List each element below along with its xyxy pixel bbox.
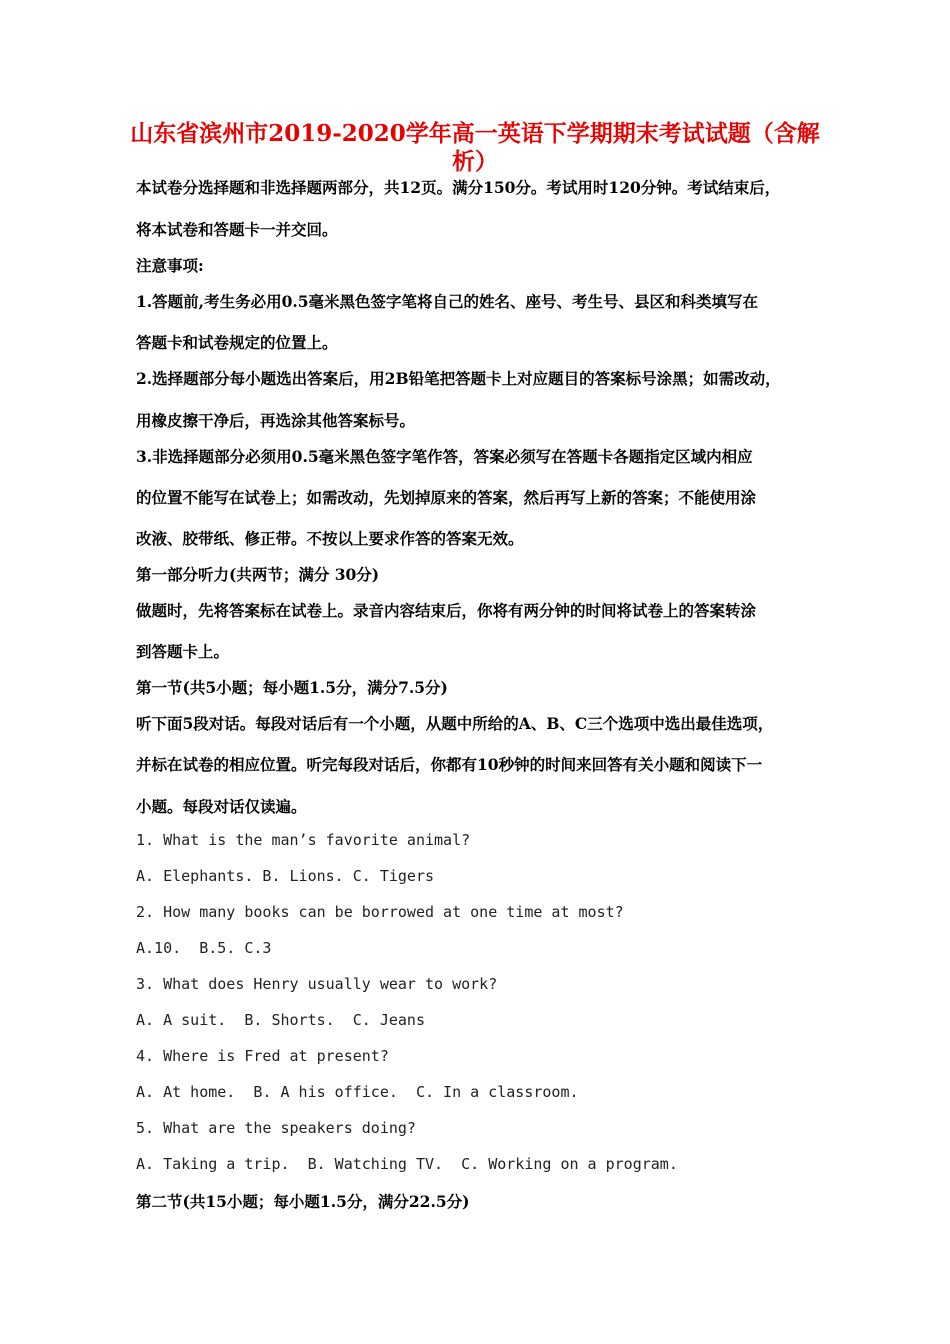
title-line-2: 析）: [452, 148, 498, 175]
note-line: 改液、胶带纸、修正带。不按以上要求作答的答案无效。: [136, 529, 524, 548]
question-options: A. At home. B. A his office. C. In a classroom.: [136, 1083, 579, 1101]
section1-instruction: 并标在试卷的相应位置。听完每段对话后，你都有10秒钟的时间来回答有关小题和阅读下一: [136, 755, 763, 774]
part1-instruction: 做题时，先将答案标在试卷上。录音内容结束后，你将有两分钟的时间将试卷上的答案转涂: [136, 601, 757, 620]
section1-instruction: 小题。每段对话仅读遍。: [136, 797, 307, 816]
question-options: A. A suit. B. Shorts. C. Jeans: [136, 1011, 425, 1029]
question-text: 3. What does Henry usually wear to work?: [136, 975, 498, 993]
part1-instruction: 到答题卡上。: [136, 642, 230, 661]
title-line-1: 山东省滨州市2019-2020学年高一英语下学期期末考试试题（含解: [130, 120, 820, 147]
note-line: 用橡皮擦干净后，再选涂其他答案标号。: [136, 411, 416, 430]
question-options: A. Elephants. B. Lions. C. Tigers: [136, 867, 435, 885]
note-line: 3.非选择题部分必须用0.5毫米黑色签字笔作答，答案必须写在答题卡各题指定区域内相应: [136, 447, 753, 466]
section1-instruction: 听下面5段对话。每段对话后有一个小题，从题中所给的A、B、C三个选项中选出最佳选项，: [136, 714, 774, 733]
intro-line-1: 本试卷分选择题和非选择题两部分，共12页。满分150分。考试用时120分钟。考试结束后，: [136, 178, 781, 197]
document-title: [100, 120, 850, 176]
part1-heading: 第一部分听力(共两节；满分 30分): [136, 565, 380, 584]
question-options: A.10. B.5. C.3: [136, 939, 272, 957]
question-options: A. Taking a trip. B. Watching TV. C. Working on a program.: [136, 1155, 678, 1173]
note-line: 1.答题前,考生务必用0.5毫米黑色签字笔将自己的姓名、座号、考生号、县区和科类填写在: [136, 292, 759, 311]
notes-heading: 注意事项:: [136, 256, 204, 275]
note-line: 的位置不能写在试卷上；如需改动，先划掉原来的答案，然后再写上新的答案；不能使用涂: [136, 488, 757, 507]
note-line: 答题卡和试卷规定的位置上。: [136, 333, 338, 352]
question-text: 4. Where is Fred at present?: [136, 1047, 389, 1065]
question-text: 1. What is the man’s favorite animal?: [136, 831, 471, 849]
section2-heading: 第二节(共15小题；每小题1.5分，满分22.5分): [136, 1192, 470, 1211]
intro-line-2: 将本试卷和答题卡一并交回。: [136, 220, 338, 239]
question-text: 5. What are the speakers doing?: [136, 1119, 416, 1137]
note-line: 2.选择题部分每小题选出答案后，用2B铅笔把答题卡上对应题目的答案标号涂黑；如需改动，: [136, 369, 781, 388]
question-text: 2. How many books can be borrowed at one time at most?: [136, 903, 624, 921]
section1-heading: 第一节(共5小题；每小题1.5分，满分7.5分): [136, 678, 448, 697]
